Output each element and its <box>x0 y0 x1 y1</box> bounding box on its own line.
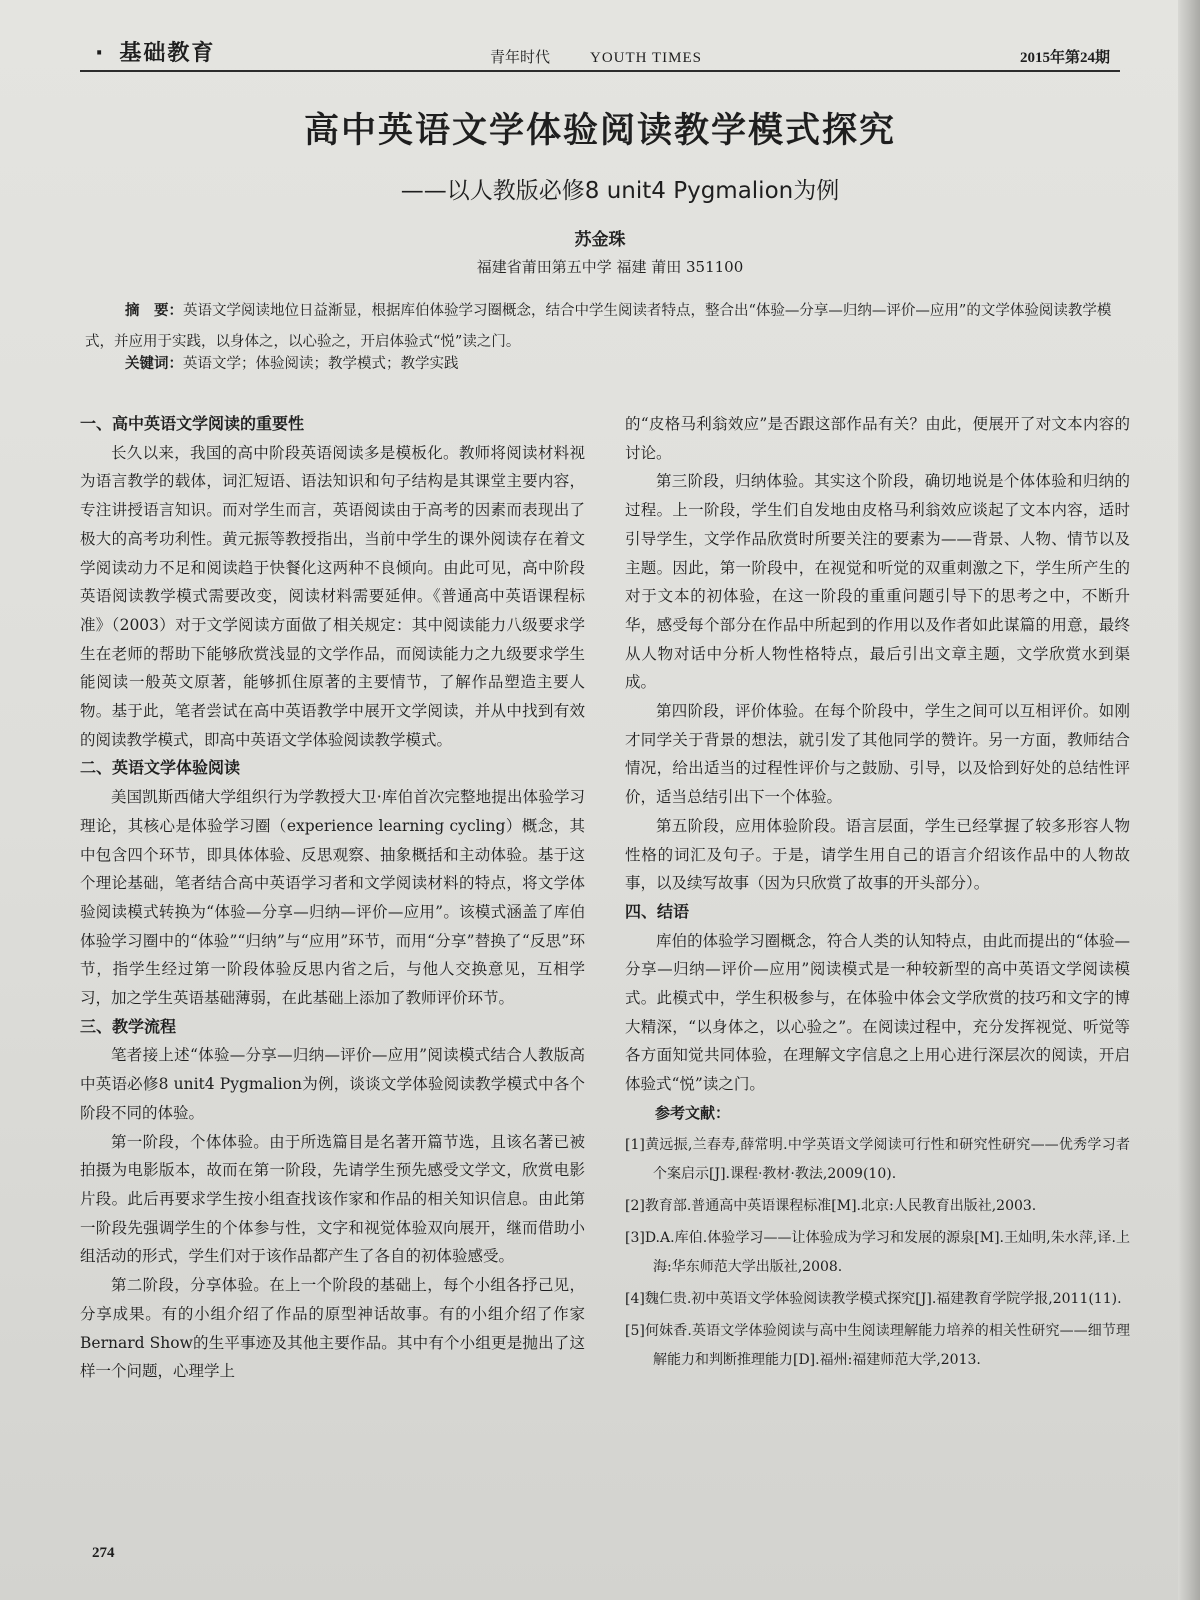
article-title: 高中英语文学体验阅读教学模式探究 <box>303 111 896 151</box>
header-rule <box>80 70 1120 72</box>
author-name: 苏金珠 <box>574 230 626 250</box>
abstract <box>85 296 1115 358</box>
paragraph: 第一阶段，个体体验。由于所选篇目是名著开篇节选，且该名著已被拍摄为电影版本，故而在第一阶段，先请学生预先感受文学文，欣赏电影片段。此后再要求学生按小组查找该作家和作品的相关知识信息。由此第一阶段先强调学生的个体参与性，文字和视觉体验双向展开，继而借助小组活动的形式，学生们对于该作品都产生了各自的初体验感受。 <box>80 1132 585 1266</box>
journal-name-cn: 青年时代 <box>490 48 551 66</box>
section-heading: 三、教学流程 <box>80 1016 177 1036</box>
bullet-dot: · <box>95 41 106 66</box>
keywords-text: 英语文学；体验阅读；教学模式；教学实践 <box>183 356 459 372</box>
issue-label: 2015年第24期 <box>1019 50 1110 66</box>
section-heading: 一、高中英语文学阅读的重要性 <box>80 414 305 433</box>
author-affiliation: 福建省莆田第五中学 福建 莆田 351100 <box>476 258 744 276</box>
left-column <box>80 410 585 1386</box>
keywords-label: 关键词： <box>125 356 183 372</box>
journal-name <box>490 46 702 67</box>
section-name: 基础教育 <box>119 41 216 66</box>
paragraph: 的“皮格马利翁效应”是否跟这部作品有关？由此，便展开了对文本内容的讨论。 <box>625 415 1130 462</box>
abstract-text: 英语文学阅读地位日益渐显，根据库伯体验学习圈概念，结合中学生阅读者特点，整合出“体验—分享—归纳—评价—应用”的文学体验阅读教学模式，并应用于实践，以身体之，以心验之，开启体验式“悦”读之门。 <box>85 303 1112 350</box>
section-heading: 二、英语文学体验阅读 <box>80 758 241 778</box>
paragraph: 长久以来，我国的高中阶段英语阅读多是模板化。教师将阅读材料视为语言教学的载体，词汇短语、语法知识和句子结构是其课堂主要内容，专注讲授语言知识。而对学生而言，英语阅读由于高考的因素而表现出了极大的高考功利性。黄元振等教授指出，当前中学生的课外阅读存在着文学阅读动力不足和阅读趋于快餐化这两种不良倾向。由此可见，高中阶段英语阅读教学模式需要改变，阅读材料需要延伸。《普通高中英语课程标准》（2003）对于文学阅读方面做了相关规定：其中阅读能力八级要求学生在老师的帮助下能够欣赏浅显的文学作品，而阅读能力之九级要求学生能阅读一般英文原著，能够抓住原著的主要情节，了解作品塑造主要人物。基于此，笔者尝试在高中英语教学中展开文学阅读，并从中找到有效的阅读教学模式，即高中英语文学体验阅读教学模式。 <box>80 443 585 749</box>
reference-item: [1]黄远振,兰春寿,薛常明.中学英语文学阅读可行性和研究性研究——优秀学习者个案启示[J].课程·教材·教法,2009(10). <box>625 1136 1130 1182</box>
right-column <box>625 410 1130 1378</box>
reference-item: [4]魏仁贵.初中英语文学体验阅读教学模式探究[J].福建教育学院学报,2011(11). <box>625 1290 1122 1307</box>
paragraph: 第五阶段，应用体验阶段。语言层面，学生已经掌握了较多形容人物性格的词汇及句子。于是，请学生用自己的语言介绍该作品中的人物故事，以及续写故事（因为只欣赏了故事的开头部分）。 <box>625 816 1130 893</box>
keywords <box>125 351 1115 377</box>
page-number: 274 <box>92 1545 115 1561</box>
article-subtitle: ——以人教版必修8 unit4 Pygmalion为例 <box>400 178 840 204</box>
reference-item: [5]何妹香.英语文学体验阅读与高中生阅读理解能力培养的相关性研究——细节理解能力和判断推理能力[D].福州:福建师范大学,2013. <box>625 1322 1130 1368</box>
section-label <box>95 36 215 67</box>
references-heading: 参考文献： <box>655 1103 731 1122</box>
paragraph: 第三阶段，归纳体验。其实这个阶段，确切地说是个体体验和归纳的过程。上一阶段，学生们自发地由皮格马利翁效应谈起了文本内容，适时引导学生，文学作品欣赏时所要关注的要素为——背景、人物、情节以及主题。因此，第一阶段中，在视觉和听觉的双重刺激之下，学生所产生的对于文本的初体验，在这一阶段的重重问题引导下的思考之中，不断升华，感受每个部分在作品中所起到的作用以及作者如此谋篇的用意，最终从人物对话中分析人物性格特点，最后引出文章主题，文学欣赏水到渠成。 <box>625 472 1130 692</box>
paragraph: 美国凯斯西储大学组织行为学教授大卫·库伯首次完整地提出体验学习理论，其核心是体验学习圈（experience learning cycling）概念，其中包含四个环节，即具体体验、反思观察、抽象概括和主动体验。基于这个理论基础，笔者结合高中英语学习者和文学阅读材料的特点，将文学体验阅读模式转换为“体验—分享—归纳—评价—应用”。该模式涵盖了库伯体验学习圈中的“体验”“归纳”与“应用”环节，而用“分享”替换了“反思”环节，指学生经过第一阶段体验反思内省之后，与他人交换意见，互相学习，加之学生英语基础薄弱，在此基础上添加了教师评价环节。 <box>80 788 585 1008</box>
section-heading: 四、结语 <box>625 901 690 921</box>
reference-item: [3]D.A.库伯.体验学习——让体验成为学习和发展的源泉[M].王灿明,朱水萍,译.上海:华东师范大学出版社,2008. <box>625 1229 1130 1275</box>
reference-item: [2]教育部.普通高中英语课程标准[M].北京:人民教育出版社,2003. <box>625 1197 1037 1214</box>
paragraph: 库伯的体验学习圈概念，符合人类的认知特点，由此而提出的“体验—分享—归纳—评价—应用”阅读模式是一种较新型的高中英语文学阅读模式。此模式中，学生积极参与，在体验中体会文学欣赏的技巧和文字的博大精深，“以身体之，以心验之”。在阅读过程中，充分发挥视觉、听觉等各方面知觉共同体验，在理解文字信息之上用心进行深层次的阅读，开启体验式“悦”读之门。 <box>625 931 1130 1094</box>
paragraph: 第四阶段，评价体验。在每个阶段中，学生之间可以互相评价。如刚才同学关于背景的想法，就引发了其他同学的赞许。另一方面，教师结合情况，给出适当的过程性评价与之鼓励、引导，以及恰到好处的总结性评价，适当总结引出下一个体验。 <box>625 702 1130 807</box>
abstract-label: 摘 要： <box>125 303 183 319</box>
journal-name-en: YOUTH TIMES <box>590 50 702 66</box>
paragraph: 笔者接上述“体验—分享—归纳—评价—应用”阅读模式结合人教版高中英语必修8 unit4 Pygmalion为例，谈谈文学体验阅读教学模式中各个阶段不同的体验。 <box>80 1046 585 1122</box>
paragraph: 第二阶段，分享体验。在上一个阶段的基础上，每个小组各抒己见，分享成果。有的小组介绍了作品的原型神话故事。有的小组介绍了作家Bernard Show的生平事迹及其他主要作品。其中有个小组更是抛出了这样一个问题，心理学上 <box>80 1276 585 1381</box>
